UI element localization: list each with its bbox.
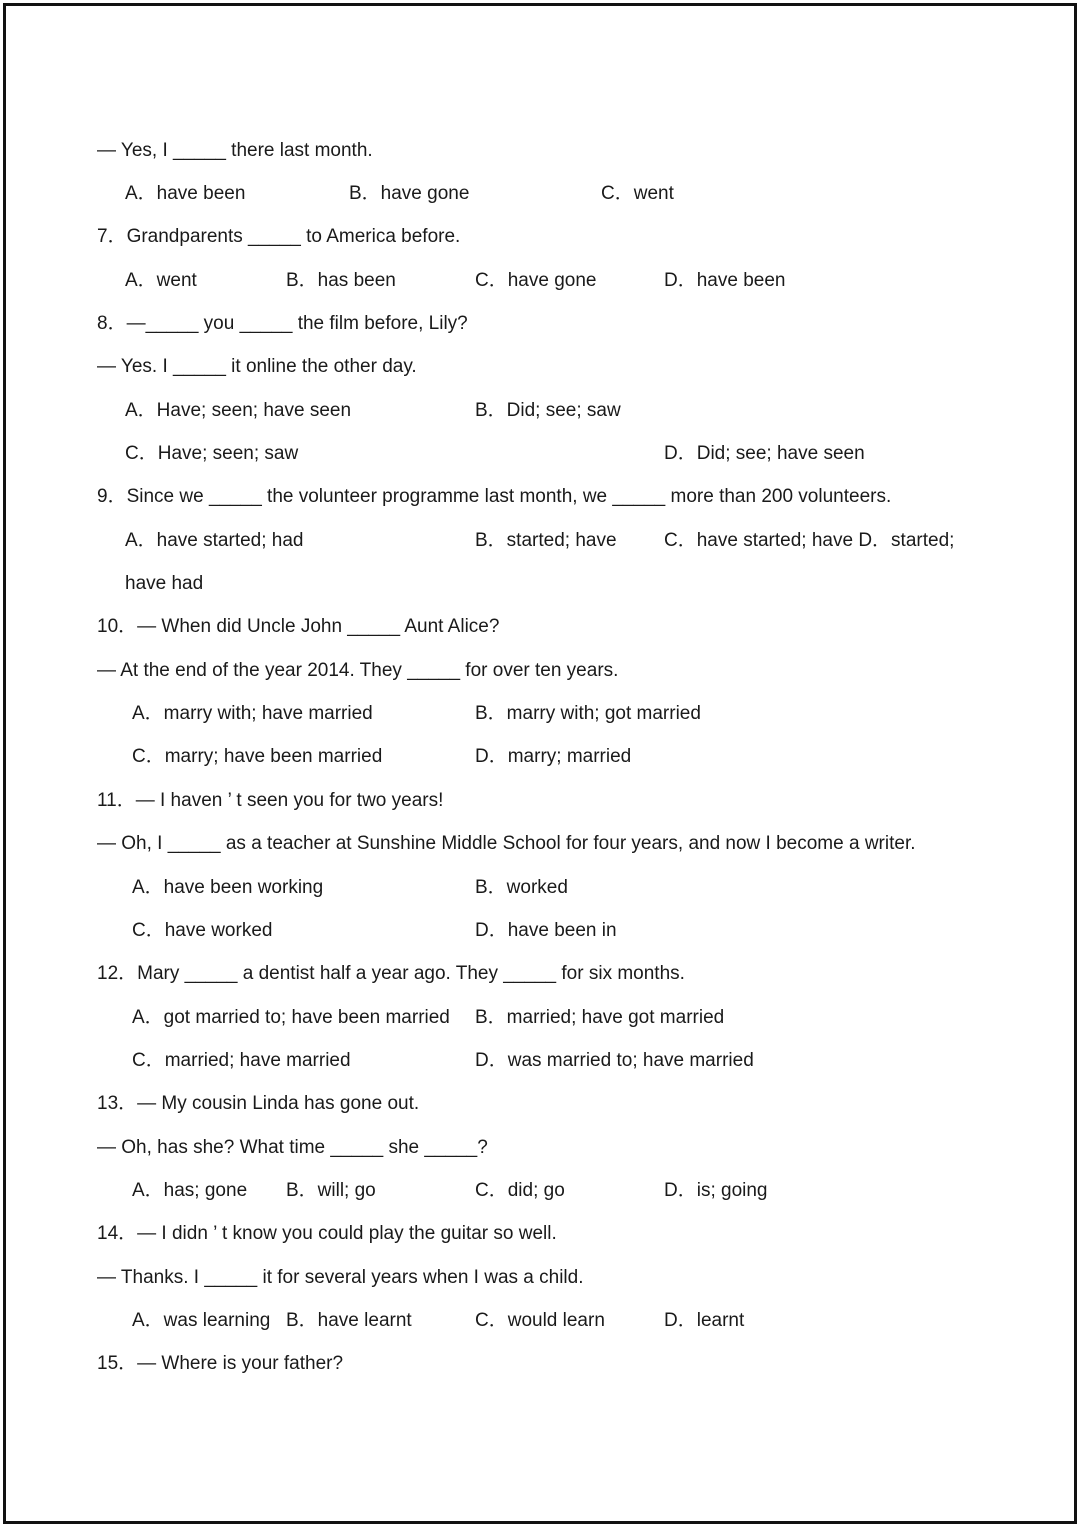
- q6-answer-line: — Yes, I _____ there last month.: [97, 140, 373, 161]
- q13-option-c[interactable]: C．did; go: [475, 1180, 565, 1201]
- q14-option-a[interactable]: A．was learning: [132, 1310, 271, 1331]
- q13-option-d[interactable]: D．is; going: [664, 1180, 768, 1201]
- q15-text: 15．— Where is your father?: [97, 1353, 344, 1374]
- q9-option-b[interactable]: B．started; have: [475, 530, 617, 551]
- q9-text: 9．Since we _____ the volunteer programme last month, we _____ more than 200 volunteers.: [97, 486, 892, 507]
- q8-option-d[interactable]: D．Did; see; have seen: [664, 443, 865, 464]
- q12-option-a[interactable]: A．got married to; have been married: [132, 1007, 450, 1028]
- q14-option-d[interactable]: D．learnt: [664, 1310, 745, 1331]
- q12-option-d[interactable]: D．was married to; have married: [475, 1050, 754, 1071]
- q10-option-c[interactable]: C．marry; have been married: [132, 746, 383, 767]
- q14-text: 14．— I didn ’ t know you could play the guitar so well.: [97, 1223, 557, 1244]
- q10-option-a[interactable]: A．marry with; have married: [132, 703, 373, 724]
- q9-option-c-d[interactable]: C．have started; have D．started;: [664, 530, 955, 551]
- q8-option-c[interactable]: C．Have; seen; saw: [125, 443, 299, 464]
- q14-answer-line: — Thanks. I _____ it for several years when I was a child.: [97, 1267, 584, 1288]
- q10-answer-line: — At the end of the year 2014. They _____ for over ten years.: [97, 660, 619, 681]
- q13-answer-line: — Oh, has she? What time _____ she _____?: [97, 1137, 488, 1158]
- q12-option-b[interactable]: B．married; have got married: [475, 1007, 725, 1028]
- q11-answer-line: — Oh, I _____ as a teacher at Sunshine Middle School for four years, and now I become a writer.: [97, 833, 916, 854]
- q8-option-b[interactable]: B．Did; see; saw: [475, 400, 621, 421]
- q11-option-c[interactable]: C．have worked: [132, 920, 273, 941]
- q7-option-c[interactable]: C．have gone: [475, 270, 597, 291]
- q11-text: 11．— I haven ’ t seen you for two years!: [97, 790, 444, 811]
- q12-option-c[interactable]: C．married; have married: [132, 1050, 351, 1071]
- q6-option-a[interactable]: A．have been: [125, 183, 246, 204]
- q9-option-d-continued[interactable]: have had: [125, 573, 204, 594]
- q7-option-a[interactable]: A．went: [125, 270, 197, 291]
- q13-option-b[interactable]: B．will; go: [286, 1180, 376, 1201]
- q7-option-b[interactable]: B．has been: [286, 270, 396, 291]
- q11-option-b[interactable]: B．worked: [475, 877, 568, 898]
- q14-option-b[interactable]: B．have learnt: [286, 1310, 412, 1331]
- q7-option-d[interactable]: D．have been: [664, 270, 786, 291]
- q11-option-a[interactable]: A．have been working: [132, 877, 324, 898]
- q13-text: 13．— My cousin Linda has gone out.: [97, 1093, 420, 1114]
- q8-option-a[interactable]: A．Have; seen; have seen: [125, 400, 352, 421]
- q12-text: 12．Mary _____ a dentist half a year ago. They _____ for six months.: [97, 963, 685, 984]
- q7-text: 7．Grandparents _____ to America before.: [97, 226, 461, 247]
- q11-option-d[interactable]: D．have been in: [475, 920, 617, 941]
- q9-option-a[interactable]: A．have started; had: [125, 530, 304, 551]
- q8-text: 8．—_____ you _____ the film before, Lily?: [97, 313, 468, 334]
- q14-option-c[interactable]: C．would learn: [475, 1310, 605, 1331]
- q10-text: 10．— When did Uncle John _____ Aunt Alice?: [97, 616, 500, 637]
- q10-option-b[interactable]: B．marry with; got married: [475, 703, 701, 724]
- q8-answer-line: — Yes. I _____ it online the other day.: [97, 356, 417, 377]
- q6-option-b[interactable]: B．have gone: [349, 183, 470, 204]
- q10-option-d[interactable]: D．marry; married: [475, 746, 632, 767]
- q6-option-c[interactable]: C．went: [601, 183, 674, 204]
- q13-option-a[interactable]: A．has; gone: [132, 1180, 248, 1201]
